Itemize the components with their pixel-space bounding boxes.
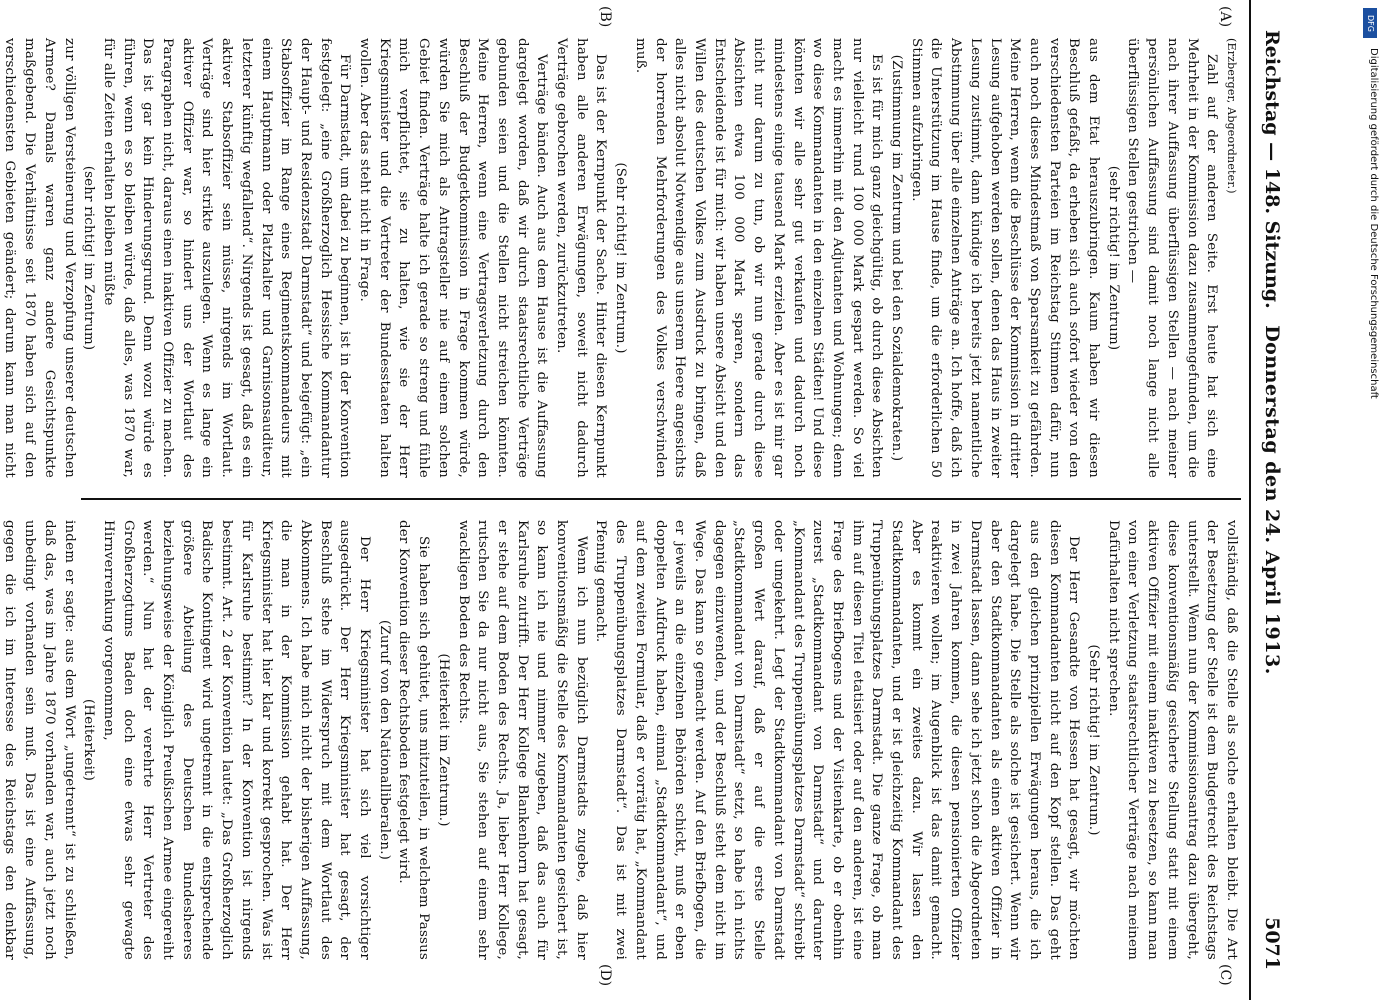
- interjection: (Heiterkeit): [81, 698, 97, 782]
- margin-mark-d: (D): [597, 964, 613, 987]
- speaker-line: (Erzberger, Abgeordneter.): [1225, 38, 1238, 194]
- paragraph: Es ist für mich ganz gleichgültig, ob durch diese Absichten nur vielleicht rund 100 000 Mark gespart werden. So viel macht es immerhin mit den Adjutanten und Wohnungen; denn wo diese Kommandanten in den einzelnen Städten! Und diese könnten wir alle sehr gut verkaufen und dadurch noch mindestens einige tausend Mark erzielen. Aber es ist mir gar nicht nur darum zu tun, ob wir nun gerade durch diese Absichten etwa 100 000 Mark sparen, sondern das Entscheidende ist für mich: wir haben unsere Absicht und den Willen des deutschen Volkes zum Ausdruck zu bringen, daß alles nicht absolut Notwendige aus unserem Heere angesichts der horrenden Mehrforderungen des Volkes verschwinden muß.: [632, 38, 885, 478]
- header-session: Reichstag — 148. Sitzung.: [1261, 30, 1283, 309]
- dfg-logo: DFG: [1363, 8, 1377, 38]
- paragraph: Wenn ich nun bezüglich Darmstadts zugebe, daß hier konventionsmäßig die Stelle des Kommandanten gesichert ist, so kann ich nie und nimmer zugeben, daß das auch für Karlsruhe zutrifft. Der Herr Kollege Blankenhorn hat gesagt, er stehe auf dem Boden des Rechts. Ja, lieber Herr Kollege, rutschen Sie da nur nicht aus, Sie stehen auf einem sehr wackligen Boden des Rechts.: [455, 520, 589, 960]
- paragraph: Sie haben sich gehütet, uns mitzuteilen, in welchem Passus der Konvention dieser Rechtsboden festgelegt wird.: [396, 520, 432, 960]
- interjection: (sehr richtig! im Zentrum): [81, 165, 97, 351]
- header-date: Donnerstag den 24. April 1913.: [1261, 325, 1283, 675]
- paragraph: Zahl auf der anderen Seite. Erst heute hat sich eine Mehrheit in der Kommission dazu zusammengefunden, um die nach ihrer Auffassung überflüssigen Stellen — nach meiner persönlichen Auffassung sind damit noch lange nicht alle überflüssigen Stellen gestrichen —: [1125, 38, 1220, 478]
- margin-mark-b: (B): [597, 6, 613, 28]
- paragraph: Verträge bänden. Auch aus dem Hause ist die Auffassung dargelegt worden, daß wir durch staatsrechtliche Verträge gebunden seien und die Stellen nicht streichen könnten. Meine Herren, wenn eine Vertragsverletzung durch den Beschluß der Budgetkommission in Frage kommen würde, würden Sie mich als Antragsteller nie auf einem solchen Gebiet finden. Verträge halte ich gerade so streng und fühle mich verpflichtet, sie zu halten, wie sie der Herr Kriegsminister und die Vertreter der Bundesstaaten halten wollen. Aber das steht nicht in Frage.: [357, 38, 550, 478]
- interjection: (Sehr richtig! im Zentrum.): [613, 162, 629, 354]
- scanned-page: [2, 0, 1313, 1000]
- paragraph: Für Darmstadt, um dabei zu beginnen, ist in der Konvention festgelegt: „eine Großherzoglich Hessische Kommandantur der Haupt- und Residenzstadt Darmstadt“ und beigefügt: „ein Stabsoffizier im Range eines Regimentskommandeurs mit einem Hauptmann oder Platzhalter und Garnisonsauditeur, letzterer künftig wegfallend“. Nirgends ist gesagt, daß es ein aktiver Stabsoffizier sein müsse, nirgends im Wortlaut. Verträge sind hier strikte auszulegen. Wenn es lange ein aktiver Offizier war, so hindert uns der Wortlaut des Paragraphen nicht, daraus einen inaktiven Offizier zu machen. Das ist gar kein Hinderungsgrund. Denn wozu würde es führen, wenn es so bleiben würde, daß alles, was 1870 war, für alle Zeiten erhalten bleiben müßte: [100, 38, 353, 478]
- margin-mark-c: (C): [1217, 964, 1233, 986]
- interjection: (Sehr richtig! im Zentrum.): [1086, 644, 1102, 836]
- interjection: (Zustimmung im Zentrum und bei den Sozialdemokraten.): [889, 54, 905, 462]
- paragraph: zur völligen Versteinerung und Verzopfung unserer deutschen Armee? Damals waren ganz andere Gesichtspunkte maßgebend. Die Verhältnisse seit 1870 haben sich auf den verschiedensten Gebieten geändert; darum kann man nicht: [2, 38, 77, 478]
- paragraph: indem er sagte: aus dem Wort „ungetrennt“ ist zu schließen, daß das, was im Jahre 1870 vorhanden war, auch jetzt noch unbedingt vorhanden sein muß. Das ist eine Auffassung, gegen die ich im Interesse des Reichstags den denkbar: [2, 520, 77, 960]
- margin-mark-a: (A): [1217, 6, 1233, 28]
- interjection: (sehr richtig! im Zentrum): [1105, 165, 1121, 351]
- paragraph: Das ist der Kernpunkt der Sache. Hinter diesen Kernpunkt haben alle anderen Erwägungen, soweit nicht dadurch Verträge gebrochen werden, zurückzutreten.: [554, 38, 609, 478]
- left-column: [2, 38, 1241, 478]
- interjection: (Zuruf von den Nationalliberalen.): [376, 619, 392, 861]
- paragraph: Der Herr Kriegsminister hat sich viel vorsichtiger ausgedrückt. Der Herr Kriegsminister hat gesagt, der Beschluß stehe im Widerspruch mit dem Wortlaut des Abkommens. Ich habe mich nicht der bisherigen Auffassung, die man in der Kommission gehabt hat. Der Herr Kriegsminister hat hier klar und korrekt gesprochen. Was ist für Karlsruhe bestimmt? In der Konvention ist nirgends bestimmt. Art. 2 der Konvention lautet: „Das Großherzoglich Badische Kontingent wird ungetrennt in die entsprechende größere Abteilung des Deutschen Bundesheeres beziehungsweise der Königlich Preußischen Armee eingereiht werden.“ Nun hat der verehrte Herr Vertreter des Großherzogtums Baden doch eine etwas sehr gewagte Hirnverrenkung vorgenommen,: [100, 520, 373, 960]
- right-column: [2, 520, 1241, 960]
- paragraph: aus dem Etat herauszubringen. Kaum haben wir diesen Beschluß gefaßt, da erheben sich auch sofort wieder von den verschiedensten Parteien im Reichstag Stimmen dafür, nun auch noch dieses Mindestmaß von Sparsamkeit zu gefährden. Meine Herren, wenn die Beschlüsse der Kommission in dritter Lesung aufgehoben werden sollen, denen das Haus in zweiter Lesung zustimmt, dann kündige ich bereits jetzt namentliche Abstimmung über alle einzelnen Anträge an. Ich hoffe, daß ich die Unterstützung im Hause finde, um die erforderlichen 50 Stimmen aufzubringen.: [908, 38, 1102, 478]
- interjection: (Heiterkeit im Zentrum.): [435, 653, 451, 827]
- paragraph: vollständig, daß die Stelle als solche erhalten bleibt. Die Art der Besetzung der Stelle ist dem Budgetrecht des Reichstags unterstellt. Wenn nun der Kommissionsantrag dazu übergeht, diese konventionsmäßig gesicherte Stellung statt mit einem aktiven Offizier mit einem inaktiven zu besetzen, so kann man von einer Verletzung staatsrechtlicher Verträge nach meinem Dafürhalten nicht sprechen.: [1105, 520, 1239, 960]
- page-number: 5071: [1261, 917, 1283, 970]
- page-header: [1249, 0, 1291, 1000]
- digitization-note: Digitalisierung gefördert durch die Deutsche Forschungsgemeinschaft: [1368, 48, 1379, 399]
- column-divider: [81, 498, 1241, 500]
- paragraph: Der Herr Gesandte von Hessen hat gesagt, wir möchten diesen Kommandanten nicht auf den Kopf stellen. Das geht aus den gleichen prinzipiellen Erwägungen heraus, die ich dargelegt habe. Die Stelle als solche ist gesichert. Wenn wir aber den Stadtkommandanten als einen aktiven Offizier in Darmstadt lassen, dann sehe ich jetzt schon die Abgeordneten in zwei Jahren kommen, die diesen pensionierten Offizier reaktivieren wollen; im Augenblick ist das damit gemacht. Aber es kommt ein zweites dazu. Wir lassen den Stadtkommandanten, und er ist gleichzeitig Kommandant des Truppenübungsplatzes Darmstadt. Die ganze Frage, ob man ihm auf diesen Titel etatisiert oder auf den anderen, ist eine Frage des Briefbogens und der Visitenkarte, ob er obenhin zuerst „Stadtkommandant von Darmstadt“ und darunter „Kommandant des Truppenübungsplatzes Darmstadt“ schreibt oder umgekehrt. Legt der Stadtkommandant von Darmstadt großen Wert darauf, daß er auf die erste Stelle „Stadtkommandant von Darmstadt“ setzt, so habe ich nichts dagegen einzuwenden, und der Beschluß steht dem nicht im Wege. Das kann so gemacht werden. Auf den Briefbogen, die er jeweils an die einzelnen Behörden schickt, muß er eben doppelten Aufdruck haben, einmal „Stadtkommandant“, und auf dem zweiten Formular, daß er vorrätig hat, „Kommandant des Truppenübungsplatzes Darmstadt“. Das ist mit zwei Pfennig gemacht.: [593, 520, 1082, 960]
